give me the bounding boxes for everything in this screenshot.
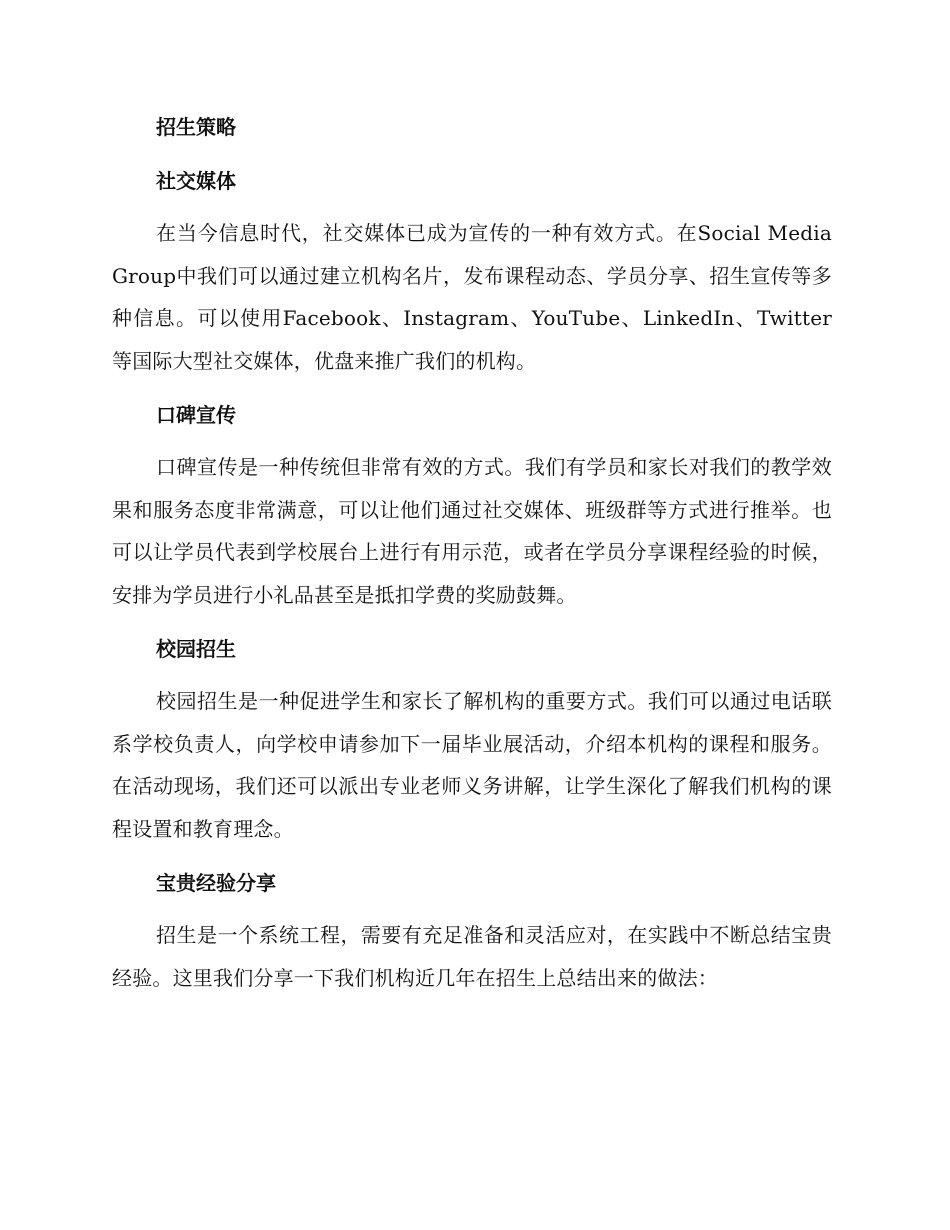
section-body-campus-recruitment: 校园招生是一种促进学生和家长了解机构的重要方式。我们可以通过电话联系学校负责人，向学校申请参加下一届毕业展活动，介绍本机构的课程和服务。在活动现场，我们还可以派出专业老师义务讲解，让学生深化了解我们机构的课程设置和教育理念。	[112, 689, 832, 841]
document-page	[112, 106, 832, 999]
section-heading-word-of-mouth: 口碑宣传	[156, 403, 236, 427]
section-body-experience-sharing: 招生是一个系统工程，需要有充足准备和灵活应对，在实践中不断总结宝贵经验。这里我们分享一下我们机构近几年在招生上总结出来的做法：	[112, 923, 832, 990]
section-body-social-media: 在当今信息时代，社交媒体已成为宣传的一种有效方式。在Social Media Group中我们可以通过建立机构名片，发布课程动态、学员分享、招生宣传等多种信息。可以使用Facebook、Instagram、YouTube、LinkedIn、Twitter等国际大型社交媒体，优盘来推广我们的机构。	[112, 221, 832, 373]
document-title: 招生策略	[156, 115, 236, 139]
section-heading-social-media: 社交媒体	[156, 169, 236, 193]
section-body-word-of-mouth: 口碑宣传是一种传统但非常有效的方式。我们有学员和家长对我们的教学效果和服务态度非常满意，可以让他们通过社交媒体、班级群等方式进行推举。也可以让学员代表到学校展台上进行有用示范，或者在学员分享课程经验的时候，安排为学员进行小礼品甚至是抵扣学费的奖励鼓舞。	[112, 455, 832, 607]
section-heading-campus-recruitment: 校园招生	[156, 637, 236, 661]
section-heading-experience-sharing: 宝贵经验分享	[156, 871, 276, 895]
